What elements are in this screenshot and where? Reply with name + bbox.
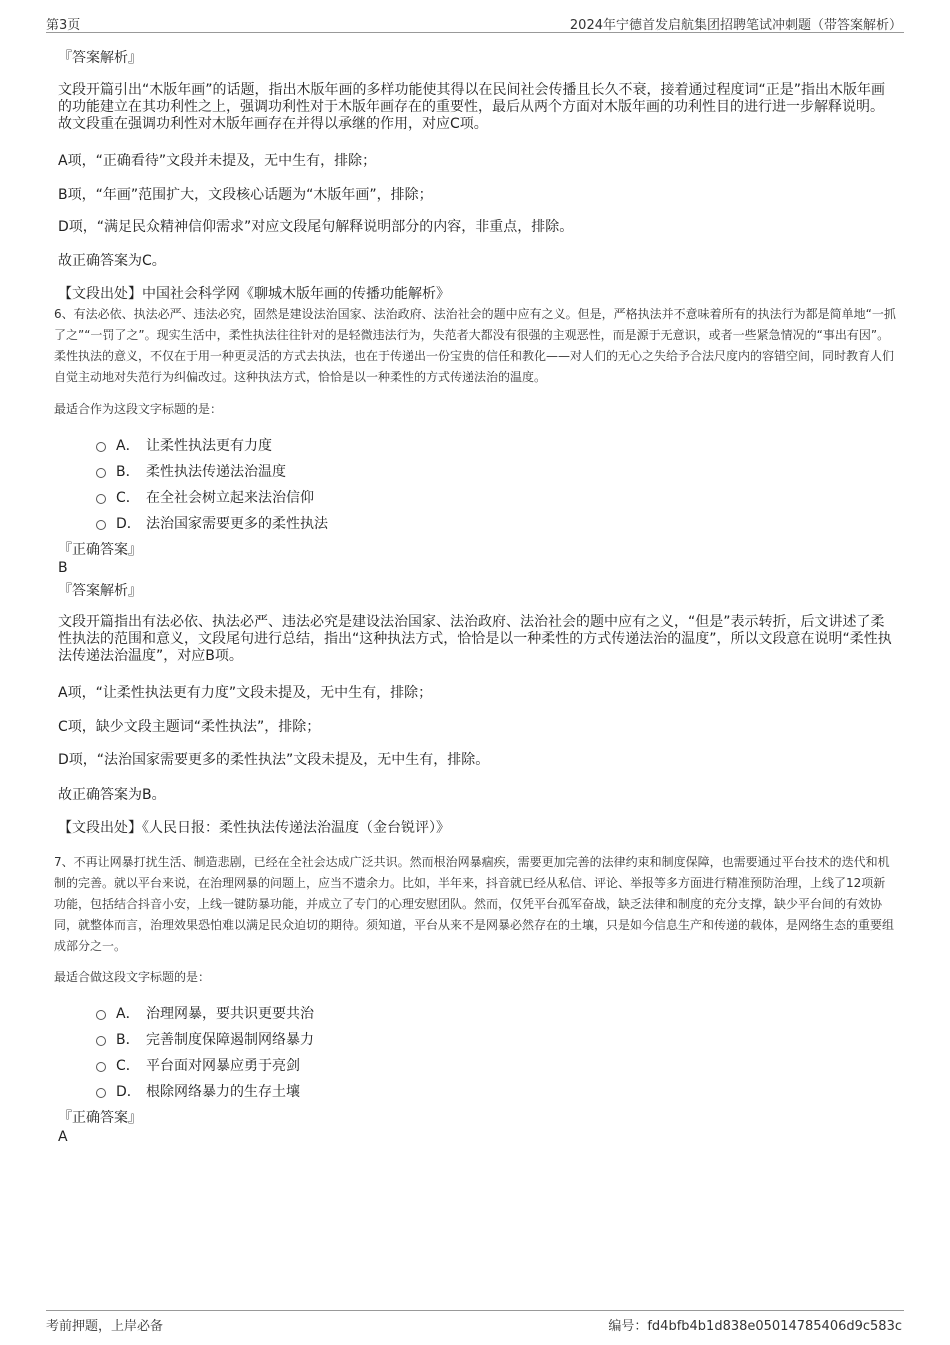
option-b[interactable]: [96, 461, 286, 481]
analysis-label: 『答案解析』: [58, 583, 142, 599]
radio-icon[interactable]: [96, 1062, 106, 1072]
option-c[interactable]: [96, 1055, 300, 1075]
footer-slogan: 考前押题，上岸必备: [46, 1319, 164, 1334]
option-text: 治理网暴，要共识更要共治: [146, 1006, 314, 1022]
page-number: 第3页: [46, 18, 81, 33]
option-c-explanation: C项，缺少文段主题词“柔性执法”，排除；: [58, 719, 321, 735]
radio-icon[interactable]: [96, 494, 106, 504]
option-a[interactable]: [96, 1003, 314, 1023]
radio-icon[interactable]: [96, 442, 106, 452]
option-d[interactable]: [96, 513, 328, 533]
answer-conclusion: 故正确答案为C。: [58, 253, 166, 269]
radio-icon[interactable]: [96, 520, 106, 530]
option-letter: A．: [116, 438, 140, 454]
page-footer: [46, 1310, 904, 1334]
analysis-text: 文段开篇指出有法必依、执法必严、违法必究是建设法治国家、法治政府、法治社会的题中应有之义，“但是”表示转折，后文讲述了柔性执法的范围和意义，文段尾句进行总结，指出“这种执法方式，恰恰是以一种柔性的方式传递法治的温度”，所以文段意在说明“柔性执法传递法治温度”，对应B项。: [58, 614, 892, 664]
option-b-explanation: B项，“年画”范围扩大，文段核心话题为“木版年画”，排除；: [58, 187, 433, 203]
radio-icon[interactable]: [96, 1036, 106, 1046]
option-a-explanation: A项，“让柔性执法更有力度”文段未提及，无中生有，排除；: [58, 685, 433, 701]
analysis-label: 『答案解析』: [58, 50, 142, 66]
question-prompt: 最适合作为这段文字标题的是：: [54, 402, 223, 416]
document-title: 2024年宁德首发启航集团招聘笔试冲刺题（带答案解析）: [569, 18, 902, 33]
radio-icon[interactable]: [96, 1088, 106, 1098]
source-citation: 【文段出处】《人民日报：柔性执法传递法治温度（金台锐评）》: [58, 820, 450, 836]
option-a[interactable]: [96, 435, 272, 455]
option-letter: B．: [116, 464, 140, 480]
option-letter: D．: [116, 1084, 141, 1100]
option-a-explanation: A项，“正确看待”文段并未提及，无中生有，排除；: [58, 153, 377, 169]
option-letter: C．: [116, 490, 140, 506]
option-text: 完善制度保障遏制网络暴力: [146, 1032, 314, 1048]
option-b[interactable]: [96, 1029, 314, 1049]
option-letter: C．: [116, 1058, 140, 1074]
radio-icon[interactable]: [96, 1010, 106, 1020]
option-letter: D．: [116, 516, 141, 532]
correct-answer: B: [58, 560, 68, 576]
question-stem: 7、不再让网暴打扰生活、制造悲剧，已经在全社会达成广泛共识。然而根治网暴痼疾，需要更加完善的法律约束和制度保障，也需要通过平台技术的迭代和机制的完善。就以平台来说，在治理网暴的问题上，应当不遗余力。比如，半年来，抖音就已经从私信、评论、举报等多方面进行精准预防治理，上线了12项新功能，包括结合抖音小安，上线一键防暴功能，并成立了专门的心理安慰团队。然而，仅凭平台孤军奋战，缺乏法律和制度的充分支撑，缺少平台间的有效协同，就整体而言，治理效果恐怕难以满足民众迫切的期待。须知道，平台从来不是网暴必然存在的土壤，只是如今信息生产和传递的载体，是网络生态的重要组成部分之一。: [54, 855, 895, 953]
option-letter: A．: [116, 1006, 140, 1022]
option-c[interactable]: [96, 487, 314, 507]
option-text: 柔性执法传递法治温度: [146, 464, 286, 480]
document-code: 编号：fd4bfb4b1d838e05014785406d9c583c: [608, 1319, 902, 1334]
option-text: 让柔性执法更有力度: [146, 438, 272, 454]
question-stem: 6、有法必依、执法必严、违法必究，固然是建设法治国家、法治政府、法治社会的题中应有之义。但是，严格执法并不意味着所有的执法行为都是简单地“一抓了之”“一罚了之”。现实生活中，柔性执法往往针对的是轻微违法行为，失范者大都没有很强的主观恶性，而是源于无意识，或者一些紧急情况的“事出有因”。柔性执法的意义，不仅在于用一种更灵活的方式去执法，也在于传递出一份宝贵的信任和教化——对人们的无心之失给予合法尺度内的容错空间，同时教育人们自觉主动地对失范行为纠偏改过。这种执法方式，恰恰是以一种柔性的方式传递法治的温度。: [54, 307, 896, 384]
answer-label: 『正确答案』: [58, 542, 142, 558]
option-d-explanation: D项，“满足民众精神信仰需求”对应文段尾句解释说明部分的内容，非重点，排除。: [58, 219, 574, 235]
option-text: 法治国家需要更多的柔性执法: [146, 516, 328, 532]
page-header: [46, 12, 904, 33]
option-text: 根除网络暴力的生存土壤: [146, 1084, 300, 1100]
option-d-explanation: D项，“法治国家需要更多的柔性执法”文段未提及，无中生有，排除。: [58, 752, 490, 768]
source-citation: 【文段出处】中国社会科学网《聊城木版年画的传播功能解析》: [58, 286, 450, 302]
option-text: 在全社会树立起来法治信仰: [146, 490, 314, 506]
option-text: 平台面对网暴应勇于亮剑: [146, 1058, 300, 1074]
answer-conclusion: 故正确答案为B。: [58, 787, 166, 803]
correct-answer: A: [58, 1129, 68, 1145]
radio-icon[interactable]: [96, 468, 106, 478]
option-letter: B．: [116, 1032, 140, 1048]
question-prompt: 最适合做这段文字标题的是：: [54, 970, 211, 984]
answer-label: 『正确答案』: [58, 1110, 142, 1126]
option-d[interactable]: [96, 1081, 300, 1101]
analysis-text: 文段开篇引出“木版年画”的话题，指出木版年画的多样功能使其得以在民间社会传播且长久不衰，接着通过程度词“正是”指出木版年画的功能建立在其功利性之上，强调功利性对于木版年画存在的重要性，最后从两个方面对木版年画的功利性目的进行进一步解释说明。故文段重在强调功利性对木版年画存在并得以承继的作用，对应C项。: [58, 82, 886, 132]
